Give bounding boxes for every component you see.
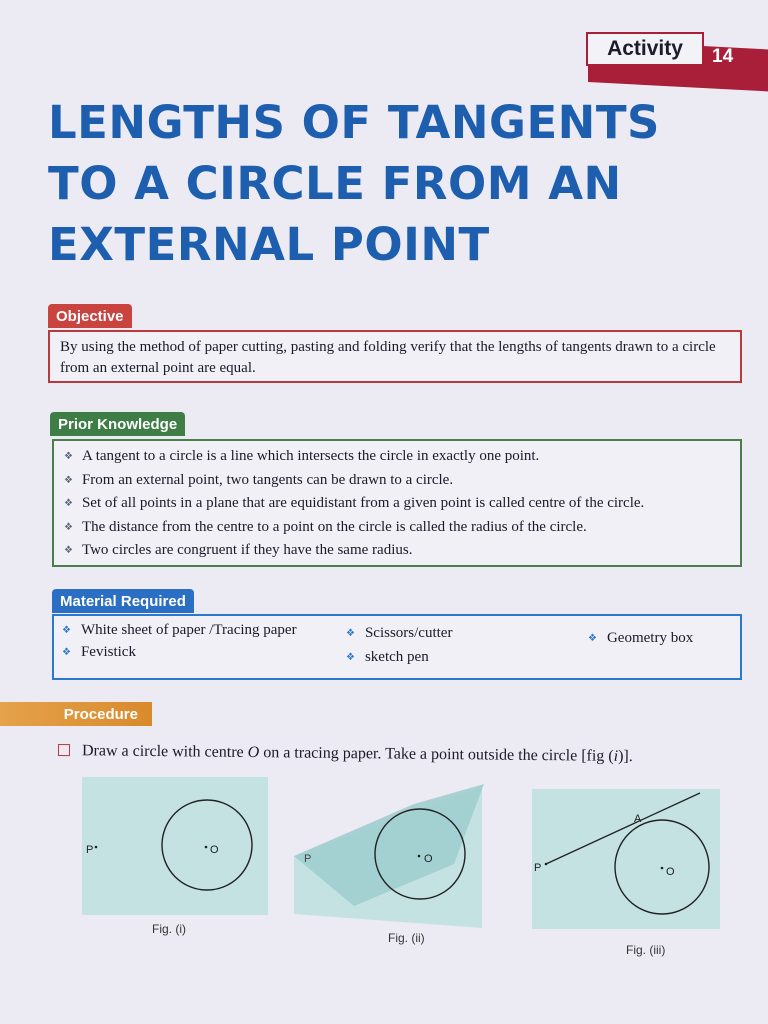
material-item: ❖ Scissors/cutter <box>346 625 452 642</box>
checkbox-bullet-icon <box>58 744 70 756</box>
material-heading: Material Required <box>52 589 194 613</box>
list-item: ❖ From an external point, two tangents can be drawn to a circle. <box>64 469 730 493</box>
objective-heading: Objective <box>48 304 132 328</box>
list-item: ❖ Set of all points in a plane that are equidistant from a given point is called centre of the circle. <box>64 492 730 516</box>
prior-knowledge-heading: Prior Knowledge <box>50 412 185 436</box>
procedure-heading: Procedure <box>0 702 152 726</box>
centre-label: O <box>210 844 219 856</box>
title-line-2: TO A CIRCLE FROM AN <box>48 157 622 210</box>
objective-box <box>48 330 742 383</box>
list-item: ❖ Two circles are congruent if they have the same radius. <box>64 539 730 563</box>
procedure-step-1: Draw a circle with centre O on a tracing paper. Take a point outside the circle [fig (i)]. <box>58 742 738 767</box>
figure-3-caption: Fig. (iii) <box>626 943 666 957</box>
centre-label: O <box>424 853 433 865</box>
tracing-paper <box>532 789 720 929</box>
prior-knowledge-list <box>64 445 730 563</box>
point-p <box>545 863 548 866</box>
centre-point <box>661 867 664 870</box>
centre-point <box>205 846 208 849</box>
figure-2-caption: Fig. (ii) <box>388 931 425 945</box>
figure-1 <box>82 777 270 917</box>
centre-point <box>418 855 421 858</box>
tangent-point-label: A <box>634 813 642 825</box>
point-p <box>95 846 98 849</box>
point-p-label: P <box>304 853 312 865</box>
material-box <box>52 614 742 680</box>
material-item: ❖ Geometry box <box>588 630 693 647</box>
title-line-3: EXTERNAL POINT <box>48 218 490 271</box>
figure-2 <box>294 784 486 930</box>
list-item: ❖ The distance from the centre to a point on the circle is called the radius of the circle. <box>64 516 730 540</box>
point-p-label: P <box>534 862 542 874</box>
title-line-1: LENGTHS OF TANGENTS <box>48 96 660 149</box>
objective-text: By using the method of paper cutting, pasting and folding verify that the lengths of tangents drawn to a circle from an external point are equal. <box>60 339 716 376</box>
list-item: ❖ A tangent to a circle is a line which intersects the circle in exactly one point. <box>64 445 730 469</box>
material-item: ❖ Fevistick <box>62 644 136 661</box>
activity-number: 14 <box>712 46 734 67</box>
material-item: ❖ sketch pen <box>346 649 429 666</box>
page-title <box>48 92 748 275</box>
figure-3 <box>532 789 724 933</box>
point-p-label: P <box>86 844 94 856</box>
tracing-paper <box>82 777 268 915</box>
prior-knowledge-box <box>52 439 742 567</box>
activity-label: Activity <box>586 32 704 66</box>
centre-label: O <box>666 866 675 878</box>
material-item: ❖ White sheet of paper /Tracing paper <box>62 622 297 639</box>
figure-1-caption: Fig. (i) <box>152 922 186 936</box>
